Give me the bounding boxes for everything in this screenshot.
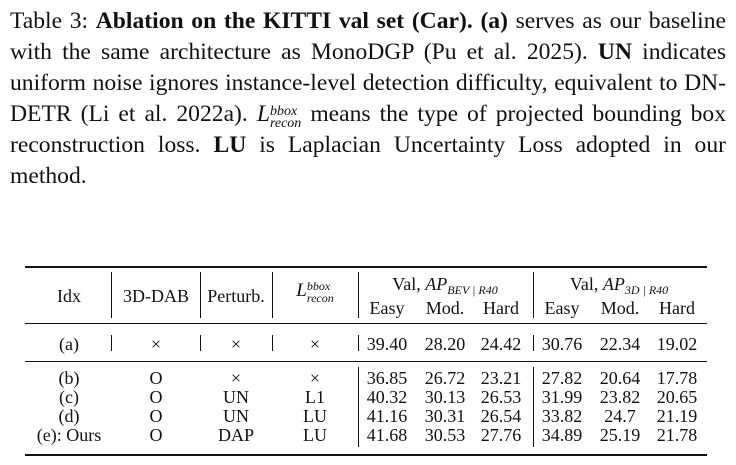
col-divider xyxy=(533,335,534,351)
ablation-table: Idx 3D-DAB Perturb. L bbox recon Val, $AP_{BEV | R40}$ Val, $AP_{3D | R40}$ Easy Mod. Hard Easy Mod. Hard (a) × × × 39.40 28.20 24.42 30.76 22.34 19.02 (b) O × × 36.85 26.72 23.21 27.82 20.64 17.78 (c) O UN L1 40.32 30.13 26.53 31.99 23.82 20.65 (d) O UN LU 41.16 30.31 26.54 33.82 24.7 21.19 (e): Ours O DAP LU 41.68 30.53 27.76 34.89 25.19 21.78 xyxy=(25,266,707,456)
header-perturb: Perturb. xyxy=(207,286,265,306)
bottom-rule xyxy=(25,454,707,456)
caption-text-1: serves as our baseline with the same architecture as MonoDGP (Pu et al. 2025). xyxy=(10,8,726,65)
col-divider xyxy=(272,335,273,351)
col-divider xyxy=(272,272,273,318)
header-loss: L bbox recon xyxy=(296,279,334,305)
header-3d-hard: Hard xyxy=(659,298,695,318)
caption-a-marker: (a) xyxy=(480,8,508,34)
col-divider xyxy=(111,272,112,318)
col-divider xyxy=(533,272,534,318)
table-caption: Table 3: Ablation on the KITTI val set (Car). (a) serves as our baseline with the same architecture as MonoDGP (Pu et al. 2025). UN indicates uniform noise ignores instance-level detection difficulty, equivalent to DN-DETR (Li et al. 2022a). L bbox recon means the type of projected bounding box reconstruction loss. LU is Laplacian Uncertainty Loss adopted in our method. xyxy=(10,8,727,189)
header-3d-dab: 3D-DAB xyxy=(123,286,189,306)
caption-text-4: is Laplacian Uncertainty Loss adopted in our method. xyxy=(10,132,727,189)
caption-text-2: indicates uniform noise ignores instance-level detection difficulty, equivalent to DN-DETR (Li et al. 2022a). xyxy=(10,39,726,127)
header-bev-easy: Easy xyxy=(369,298,405,318)
caption-title: Ablation on the KITTI val set (Car) xyxy=(95,8,467,34)
col-divider xyxy=(111,335,112,351)
header-bev-group: Val, $AP_{BEV | R40}$ xyxy=(392,274,498,297)
caption-label: Table 3: xyxy=(10,8,89,34)
col-divider xyxy=(358,335,359,351)
caption-lu: LU xyxy=(213,132,247,158)
col-divider xyxy=(358,272,359,318)
caption-un: UN xyxy=(597,39,632,65)
col-divider xyxy=(200,335,201,351)
col-divider xyxy=(533,367,534,447)
top-rule xyxy=(25,266,707,268)
header-rule xyxy=(25,323,707,324)
col-divider xyxy=(200,272,201,318)
header-idx: Idx xyxy=(57,286,81,306)
header-3d-mod: Mod. xyxy=(600,298,640,318)
caption-loss-symbol: L bbox recon xyxy=(256,101,302,131)
caption-text-3: means the type of projected bounding box reconstruction loss. xyxy=(10,101,727,158)
baseline-rule xyxy=(25,361,707,362)
header-bev-hard: Hard xyxy=(483,298,519,318)
header-3d-easy: Easy xyxy=(544,298,580,318)
header-3d-group: Val, $AP_{3D | R40}$ xyxy=(569,274,669,297)
col-divider xyxy=(358,367,359,447)
header-bev-mod: Mod. xyxy=(425,298,465,318)
